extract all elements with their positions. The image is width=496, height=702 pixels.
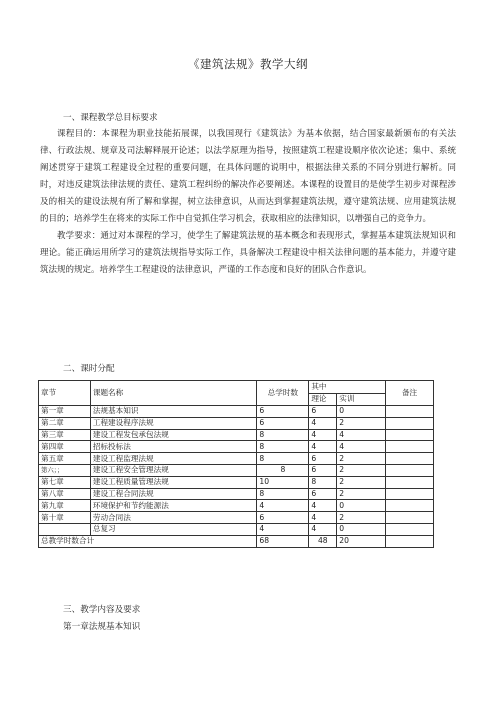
cell-total: 10 [257,476,309,488]
summary-theory: 48 [309,535,337,547]
cell-chapter: 第五章 [39,453,91,465]
header-theory: 理论 [309,393,337,406]
cell-chapter: 第三章 [39,429,91,441]
cell-total: 6 [257,406,309,418]
cell-practice: 2 [337,453,386,465]
cell-chapter: 第九章 [39,500,91,512]
cell-total: 8 [257,453,309,465]
cell-remark [386,500,434,512]
cell-practice: 0 [337,406,386,418]
table-row [39,441,434,453]
table-row [39,417,434,429]
header-remark: 备注 [386,381,434,406]
cell-remark [386,417,434,429]
cell-total: 8 [257,464,309,476]
cell-topic: 招标投标法 [90,441,257,453]
cell-practice: 0 [337,523,386,535]
cell-theory: 8 [309,476,337,488]
cell-topic: 总复习 [90,523,257,535]
cell-theory: 4 [309,500,337,512]
table-row [39,512,434,524]
paragraph-course-purpose: 课程目的：本课程为职业技能拓展课，以我国现行《建筑法》为基本依据，结合国家最新颁布的有关法律、行政法规、规章及司法解释展开论述；以法学原理为指导，按照建筑工程建设顺序依次论述；集中、系统阐述贯穿于建筑工程建设全过程的重要问题，在具体问题的说明中，根据法律关系的不同分别进行解析。同时，对违反建筑法律法规的责任、建筑工程纠纷的解决作必要阐述。本课程的设置目的是使学生初步对课程涉及的相关的建设法规有所了解和掌握，树立法律意识，从而达到掌握建筑法规，遵守建筑法规、应用建筑法规的目的；培养学生在将来的实际工作中自觉抓住学习机会，获取相应的法律知识，以增强自己的竞争力。 [40,129,456,224]
cell-total: 8 [257,488,309,500]
cell-remark [386,488,434,500]
cell-chapter: 第二章 [39,417,91,429]
table-row [39,476,434,488]
table-row [39,453,434,465]
cell-practice: 4 [337,429,386,441]
cell-theory: 6 [309,488,337,500]
cell-total: 6 [257,512,309,524]
cell-chapter: 第八章 [39,488,91,500]
cell-topic: 建设工程发包承包法规 [90,429,257,441]
cell-total: 4 [257,500,309,512]
cell-theory: 4 [309,417,337,429]
cell-theory: 4 [309,512,337,524]
table-row [39,429,434,441]
table-row [39,500,434,512]
cell-remark [386,523,434,535]
cell-topic: 法规基本知识 [90,406,257,418]
section-heading-2: 二、课时分配 [63,364,115,374]
cell-topic: 劳动合同法 [90,512,257,524]
cell-practice: 2 [337,488,386,500]
section-heading-3: 三、教学内容及要求 [63,605,141,615]
header-topic: 课题名称 [90,381,257,406]
cell-theory: 4 [309,523,337,535]
cell-total: 8 [257,441,309,453]
header-chapter: 章节 [39,381,91,406]
cell-remark [386,441,434,453]
summary-label: 总教学时数合计 [39,535,257,547]
cell-topic: 建设工程监理法规 [90,453,257,465]
cell-total: 4 [257,523,309,535]
cell-chapter: 第七章 [39,476,91,488]
cell-chapter: 第四章 [39,441,91,453]
cell-topic: 工程建设程序法规 [90,417,257,429]
cell-practice: 4 [337,441,386,453]
cell-theory: 4 [309,441,337,453]
cell-practice: 2 [337,512,386,524]
cell-theory: 6 [309,406,337,418]
section-heading-1: 一、课程教学总目标要求 [63,113,158,123]
summary-practice: 20 [337,535,386,547]
table-row [39,464,434,476]
header-practice: 实训 [337,393,386,406]
cell-total: 8 [257,429,309,441]
cell-chapter: 第十章 [39,512,91,524]
cell-theory: 4 [309,429,337,441]
section-1-body [40,126,456,279]
cell-chapter: 第六；； [39,464,91,476]
table-row [39,406,434,418]
header-total-hours: 总学时数 [257,381,309,406]
cell-practice: 2 [337,417,386,429]
cell-remark [386,464,434,476]
table-row [39,488,434,500]
cell-chapter: 第一章 [39,406,91,418]
cell-theory: 6 [309,464,337,476]
cell-total: 6 [257,417,309,429]
cell-remark [386,535,434,547]
document-title: 《建筑法规》教学大纲 [188,57,308,71]
cell-remark [386,429,434,441]
table-header-row [39,381,434,394]
cell-topic: 建设工程质量管理法规 [90,476,257,488]
cell-practice: 2 [337,476,386,488]
paragraph-teaching-requirements: 教学要求：通过对本课程的学习，使学生了解建筑法规的基本概念和表现形式，掌握基本建筑法规知识和理论。能正确运用所学习的建筑法规指导实际工作，具备解决工程建设中相关法律问题的基本能力，并遵守建筑法规的规定。培养学生工程建设的法律意识，严谨的工作态度和良好的团队合作意识。 [40,231,456,275]
cell-topic: 环境保护和节约能源法 [90,500,257,512]
cell-remark [386,476,434,488]
cell-theory: 6 [309,453,337,465]
cell-practice: 0 [337,500,386,512]
table-row [39,523,434,535]
cell-practice: 2 [337,464,386,476]
summary-total: 68 [257,535,309,547]
cell-remark [386,512,434,524]
cell-topic: 建设工程安全管理法规 [90,464,257,476]
cell-chapter [39,523,91,535]
cell-remark [386,453,434,465]
chapter-1-subheading: 第一章法规基本知识 [63,622,141,632]
cell-topic: 建设工程合同法规 [90,488,257,500]
header-among: 其中 [309,381,386,394]
table-summary-row [39,535,434,547]
cell-remark [386,406,434,418]
class-hours-table [38,380,434,548]
